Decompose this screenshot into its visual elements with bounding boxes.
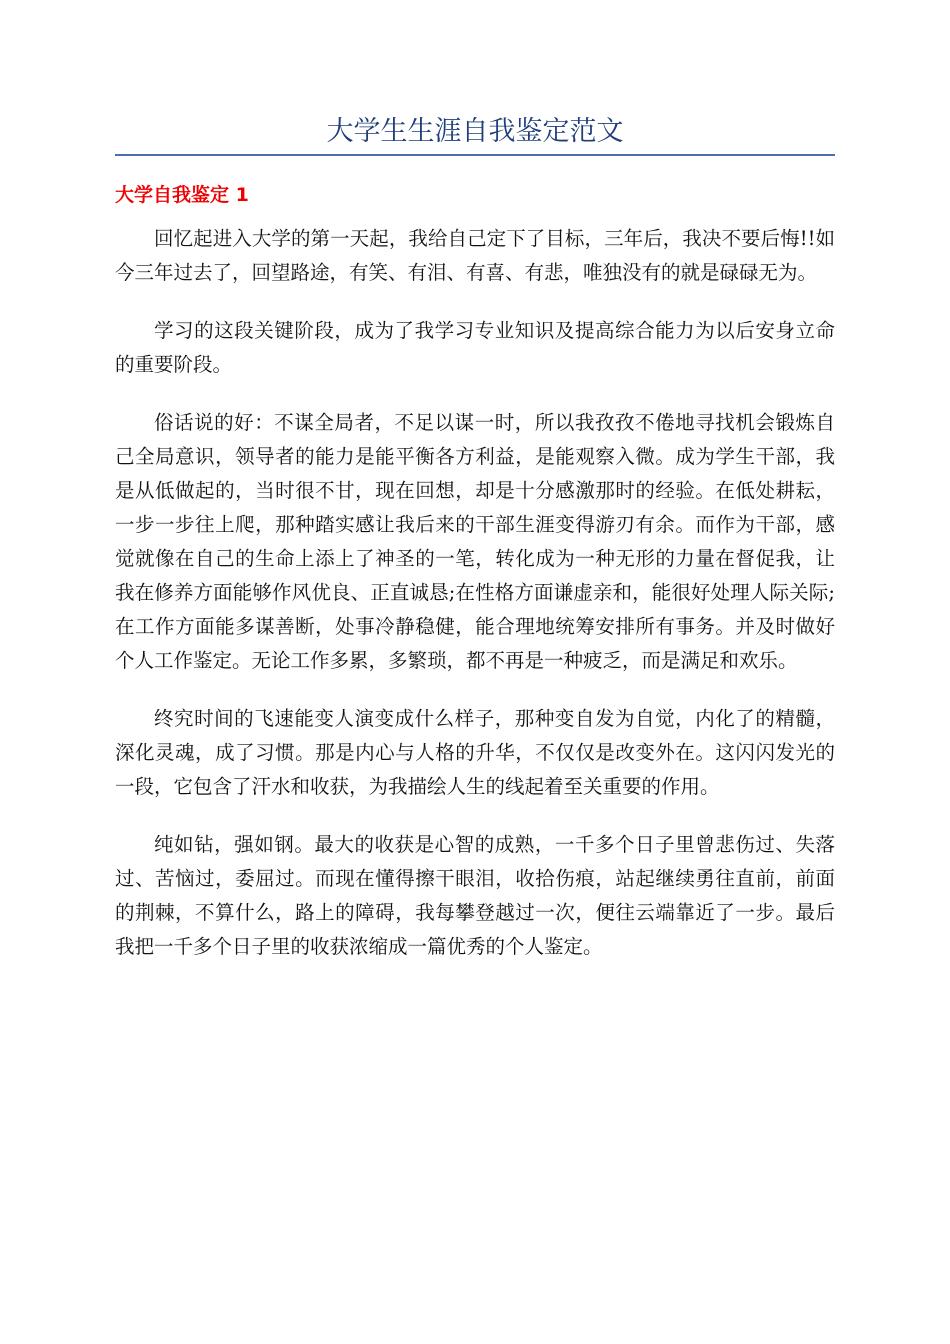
paragraph-4: 终究时间的飞速能变人演变成什么样子，那种变自发为自觉，内化了的精髓，深化灵魂，成了习惯。那是内心与人格的升华，不仅仅是改变外在。这闪闪发光的一段，它包含了汗水和收获，为我描绘人生的线起着至关重要的作用。 (115, 707, 835, 798)
document-title: 大学生生涯自我鉴定范文 (326, 116, 624, 147)
section-heading: 大学自我鉴定 1 (115, 184, 249, 206)
title-underline (115, 154, 835, 156)
paragraph-5: 纯如钻，强如钢。最大的收获是心智的成熟，一千多个日子里曾悲伤过、失落过、苦恼过，委屈过。而现在懂得擦干眼泪，收拾伤痕，站起继续勇往直前，前面的荆棘，不算什么，路上的障碍，我每攀登越过一次，便往云端靠近了一步。最后我把一千多个日子里的收获浓缩成一篇优秀的个人鉴定。 (115, 833, 835, 958)
body-text (115, 222, 835, 988)
paragraph-3: 俗话说的好：不谋全局者，不足以谋一时，所以我孜孜不倦地寻找机会锻炼自己全局意识，领导者的能力是能平衡各方利益，是能观察入微。成为学生干部，我是从低做起的，当时很不甘，现在回想，却是十分感激那时的经验。在低处耕耘，一步一步往上爬，那种踏实感让我后来的干部生涯变得游刃有余。而作为干部，感觉就像在自己的生命上添上了神圣的一笔，转化成为一种无形的力量在督促我，让我在修养方面能够作风优良、正直诚恳;在性格方面谦虚亲和，能很好处理人际关际;在工作方面能多谋善断，处事冷静稳健，能合理地统筹安排所有事务。并及时做好个人工作鉴定。无论工作多累，多繁琐，都不再是一种疲乏，而是满足和欢乐。 (115, 411, 835, 672)
paragraph-1: 回忆起进入大学的第一天起，我给自己定下了目标，三年后，我决不要后悔!!如今三年过去了，回望路途，有笑、有泪、有喜、有悲，唯独没有的就是碌碌无为。 (115, 227, 835, 284)
paragraph-2: 学习的这段关键阶段，成为了我学习专业知识及提高综合能力为以后安身立命的重要阶段。 (115, 319, 835, 376)
